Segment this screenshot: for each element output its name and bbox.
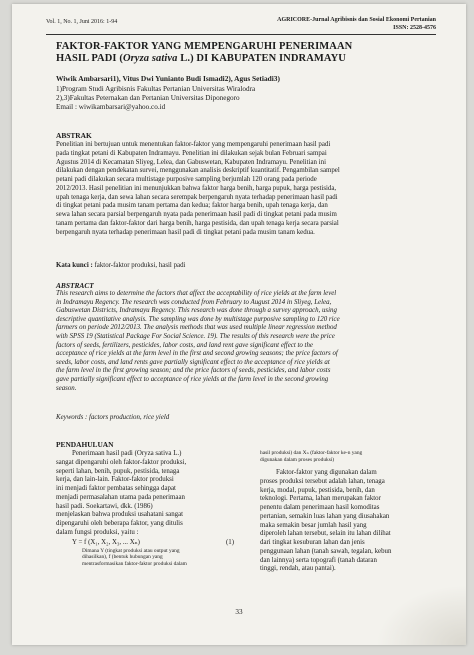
title-line-2-post: L.) DI KABUPATEN INDRAMAYU xyxy=(177,53,346,64)
abstrak-line: 2012/2013. Hasil penelitian ini menunjukkan bahwa faktor harga benih, harga pupuk, harga pestisida, xyxy=(56,184,337,192)
abstrak-line: dilakukan dengan pendekatan survei, menggunakan analisis deskriptif kuantitatif. Pengambilan sampel xyxy=(56,167,340,175)
abstract-line: with SPSS 19 (Statistical Package For Social Science. 19). The results of this research were the price xyxy=(56,332,335,340)
intro-left-line: dalam fungsi produksi, yaitu : xyxy=(56,528,139,536)
intro-right-line: teknologi. Pertama, lahan merupakan faktor xyxy=(260,495,381,503)
intro-right-line: penggunaan lahan (tanah sawah, tegalan, kebun xyxy=(260,547,392,555)
intro-left-line: ini menjadi faktor pembatas sehingga dapat xyxy=(56,485,176,492)
issn: ISSN: 2528-4576 xyxy=(393,25,436,31)
title-line-2-pre: HASIL PADI ( xyxy=(56,53,123,64)
abstract-heading: ABSTRACT xyxy=(56,281,94,290)
production-function xyxy=(72,539,242,548)
intro-left-line: sangat dipengaruhi oleh faktor-faktor produksi, xyxy=(56,458,187,466)
intro-paragraph-1 xyxy=(56,450,242,538)
affiliations xyxy=(56,85,446,112)
journal-header xyxy=(277,16,436,32)
equation-notes-continued xyxy=(260,450,440,463)
authors: Wiwik Ambarsari1), Vitus Dwi Yunianto Budi Ismadi2), Agus Setiadi3) xyxy=(56,74,280,83)
abstrak-heading: ABSTRAK xyxy=(56,131,92,140)
abstract-body xyxy=(56,290,440,393)
intro-paragraph-2 xyxy=(260,469,440,574)
paper-title xyxy=(56,41,436,65)
keywords-label: Keywords xyxy=(56,414,84,421)
keywords xyxy=(56,414,440,421)
abstract-line: descriptive quantitative analysis. The sampling was done by multistage purposive sampling to 120 rice xyxy=(56,315,340,323)
abstrak-line: tanam pertama dan faktor-faktor dari harga benih, harga pestisida, dan upah tenaga kerja secara parsial xyxy=(56,219,339,227)
abstract-line: seeds, labor costs, and land rents gave partially significant effect to the acceptance of rice yields at xyxy=(56,358,330,366)
eq-note-cont-line: digunakan dalam proses produksi) xyxy=(260,456,335,463)
abstrak-body xyxy=(56,141,440,237)
abstract-line: season. xyxy=(56,384,77,392)
kata-kunci xyxy=(56,262,440,269)
keywords-text: : factors production, rice yield xyxy=(83,414,170,421)
abstrak-line: Penelitian ini bertujuan untuk menentukan faktor-faktor yang mempengaruhi penerimaan hasil padi xyxy=(56,141,331,148)
abstrak-line: berpengaruh nyata terhadap penerimaan hasil padi di tingkat petani pada musim tanam kedua. xyxy=(56,228,315,236)
title-line-2 xyxy=(56,53,436,65)
intro-left-line: Penerimaan hasil padi (Oryza sativa L.) xyxy=(72,450,182,457)
abstract-line: acceptance of rice yields at the farm level in the first and second growing seasons; the price factors of xyxy=(56,350,338,358)
eq-note-line: dihasilkan), f (bentuk hubungan yang xyxy=(82,554,163,561)
intro-left-line: dipengaruhi oleh beberapa faktor, yang ditulis xyxy=(56,520,183,527)
intro-right-line: maka semakin besar jumlah hasil yang xyxy=(260,521,367,529)
intro-right-line: pertanian, semakin luas lahan yang diusahakan xyxy=(260,512,390,520)
intro-left-line: menjadi permasalahan utama pada penerimaan xyxy=(56,493,185,501)
abstract-line: This research aims to determine the factors that affect the acceptability of rice yields at the farm level xyxy=(56,290,337,297)
page-number: 33 xyxy=(235,608,243,616)
affiliation-2: 2),3)Fakultas Peternakan dan Pertanian Universitas Diponegoro xyxy=(56,94,240,102)
intro-right-line: tinggi, rendah, atau pantai). xyxy=(260,565,336,573)
intro-left-line: menjelaskan bahwa produksi usahatani sangat xyxy=(56,511,184,519)
equation-notes xyxy=(82,548,242,568)
abstrak-line: upah tenaga kerja, dan sewa lahan secara serempak berpengaruh nyata terhadap penerimaan hasil padi xyxy=(56,193,338,201)
abstract-line: the farm level in the first growing season; and the price factors of seeds, pesticides, and labor costs xyxy=(56,367,331,375)
intro-right-column xyxy=(260,450,440,574)
journal-name: AGRICORE-Jurnal Agribisnis dan Sosial Ekonomi Pertanian xyxy=(277,17,436,23)
intro-left-line: seperti lahan, benih, pupuk, pestisida, tenaga xyxy=(56,467,180,475)
affiliation-1: 1)Program Studi Agribisnis Fakultas Pertanian Universitas Wiralodra xyxy=(56,85,256,93)
abstrak-line: di tingkat petani pada musim tanam pertama dan kedua; faktor harga benih, upah tenaga kerja, dan xyxy=(56,202,328,210)
volume-info: Vol. 1, No. 1, Juni 2016: 1-94 xyxy=(46,19,118,25)
pendahuluan-heading: PENDAHULUAN xyxy=(56,440,114,449)
journal-page xyxy=(12,4,466,645)
intro-right-line: Faktor-faktor yang digunakan dalam xyxy=(276,469,377,477)
abstract-line: gave partially significant effect to acceptance of rice yields at the farm level in the second growing xyxy=(56,375,329,383)
header-divider xyxy=(46,34,436,35)
intro-left-column xyxy=(56,450,242,567)
intro-right-line: dan lainnya) serta topografi (tanah dataran xyxy=(260,556,377,564)
abstract-line: in Indramayu Regency. The research was conducted from February to August 2014 in Sliyeg, Lelea, xyxy=(56,298,332,306)
kata-kunci-label: Kata kunci : xyxy=(56,262,93,269)
title-species: Oryza sativa xyxy=(122,53,178,64)
title-line-1: FAKTOR-FAKTOR YANG MEMPENGARUHI PENERIMAAN xyxy=(56,41,353,52)
abstract-line: Gabuswetan Districts, Indramayu Regency. This research was done through a survey approach, using xyxy=(56,307,337,315)
abstrak-line: Agustus 2014 di Kecamatan Sliyeg, Lelea, dan Gabuswetan, Kabupaten Indramayu. Penelitian ini xyxy=(56,158,326,166)
intro-left-line: hasil padi. Soekartawi, dkk. (1986) xyxy=(56,502,153,510)
abstrak-line: petani padi dilakukan secara multistage purposive sampling berjumlah 120 orang pada periode xyxy=(56,176,317,183)
abstrak-line: pada tingkat petani di Kabupaten Indramayu. Penelitian ini dilakukan sejak bulan Februari sampai xyxy=(56,149,327,157)
kata-kunci-text: faktor-faktor produksi, hasil padi xyxy=(92,262,186,269)
intro-right-line: diperoleh lahan tersebut, selain itu lahan dilihat xyxy=(260,530,391,538)
eq-note-line: Dimana Y (tingkat produksi atau output yang xyxy=(82,547,180,554)
abstrak-line: sewa lahan secara parsial berpengaruh nyata pada penerimaan hasil padi di tingkat petani pada musim xyxy=(56,211,337,218)
eq-note-cont-line: hasil produksi) dan Xₙ (faktor-faktor ke-n yang xyxy=(260,450,363,456)
equation-number: (1) xyxy=(225,538,234,546)
abstract-line: farmers on periode 2012/2013. The analysis methods that was used multiple linear regression method xyxy=(56,324,337,332)
paper-stain xyxy=(376,585,466,645)
intro-left-line: kerja, dan lain-lain. Faktor-faktor produksi xyxy=(56,476,174,484)
abstract-line: factors of seeds, fertilizers, pesticides, labor costs, and land rent gave significant effect to the xyxy=(56,341,313,349)
intro-right-line: dari tingkat kesuburan lahan dan jenis xyxy=(260,539,365,547)
intro-right-line: proses produksi tersebut adalah lahan, tenaga xyxy=(260,477,385,485)
author-email: Email : wiwikambarsari@yahoo.co.id xyxy=(56,103,166,111)
eq-note-line: mentrasformasikan faktor-faktor produksi dalam xyxy=(82,560,187,567)
intro-right-line: penentu dalam penerimaan hasil komoditas xyxy=(260,504,380,512)
equation: Y = f (X₁, X₂, X₃, ... Xₙ) xyxy=(72,538,140,546)
intro-right-line: kerja, modal, pupuk, pestisida, benih, dan xyxy=(260,486,375,494)
